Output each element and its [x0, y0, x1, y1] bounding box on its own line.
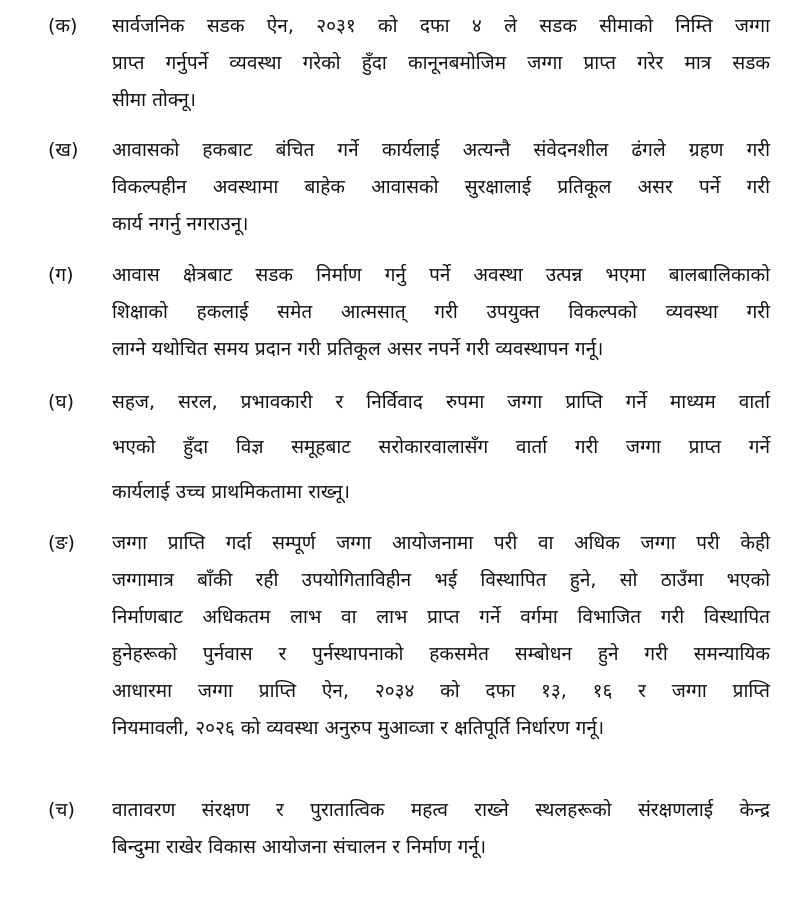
clause-marker: (ख): [48, 139, 79, 161]
text-line: प्राप्त गर्नुपर्ने व्यवस्था गरेको हुँदा कानूनबमोजिम जग्गा प्राप्त गरेर मात्र सडक: [112, 52, 770, 74]
text-line: सीमा तोक्नू।: [112, 89, 196, 111]
text-line: वातावरण संरक्षण र पुरातात्विक महत्व राख्ने स्थलहरूको संरक्षणलाई केन्द्र: [112, 799, 770, 821]
clause-text: [112, 380, 770, 515]
text-line: कार्य नगर्नु नगराउनू।: [112, 213, 249, 235]
text-line: सार्वजनिक सडक ऐन, २०३१ को दफा ४ ले सडक सीमाको निम्ति जग्गा: [112, 15, 770, 37]
text-line: आवासको हकबाट बंचित गर्ने कार्यलाई अत्यन्तै संवेदनशील ढंगले ग्रहण गरी: [112, 139, 770, 161]
text-line: जग्गामात्र बाँकी रही उपयोगिताविहीन भई विस्थापित हुने, सो ठाउँमा भएको: [112, 569, 770, 591]
clause-text: [112, 792, 770, 866]
text-line: आधारमा जग्गा प्राप्ति ऐन, २०३४ को दफा १३, १६ र जग्गा प्राप्ति: [112, 680, 770, 702]
text-line: बिन्दुमा राखेर विकास आयोजना संचालन र निर्माण गर्नू।: [112, 836, 487, 858]
clause-marker: (ग): [48, 264, 74, 286]
text-line: भएको हुँदा विज्ञ समूहबाट सरोकारवालासँग वार्ता गरी जग्गा प्राप्त गर्ने: [112, 436, 770, 458]
text-line: विकल्पहीन अवस्थामा बाहेक आवासको सुरक्षालाई प्रतिकूल असर पर्ने गरी: [112, 176, 770, 198]
clause-text: [112, 132, 770, 243]
text-line: निर्माणबाट अधिकतम लाभ वा लाभ प्राप्त गर्ने वर्गमा विभाजित गरी विस्थापित: [112, 606, 770, 628]
clause-text: [112, 525, 770, 747]
clause-text: [112, 257, 770, 368]
text-line: हुनेहरूको पुर्नवास र पुर्नस्थापनाको हकसमेत सम्बोधन हुने गरी समन्यायिक: [112, 643, 770, 665]
text-line: लाग्ने यथोचित समय प्रदान गरी प्रतिकूल असर नपर्ने गरी व्यवस्थापन गर्नू।: [112, 338, 604, 360]
clause-marker: (ङ): [48, 532, 75, 554]
text-line: सहज, सरल, प्रभावकारी र निर्विवाद रुपमा जग्गा प्राप्ति गर्ने माध्यम वार्ता: [112, 391, 770, 413]
text-line: जग्गा प्राप्ति गर्दा सम्पूर्ण जग्गा आयोजनामा परी वा अधिक जग्गा परी केही: [112, 532, 770, 554]
text-line: नियमावली, २०२६ को व्यवस्था अनुरुप मुआव्जा र क्षतिपूर्ति निर्धारण गर्नू।: [112, 717, 605, 739]
clause-text: [112, 8, 770, 119]
clause-marker: (क): [48, 15, 78, 37]
text-line: कार्यलाई उच्च प्राथमिकतामा राख्नू।: [112, 481, 350, 503]
clause-marker: (च): [48, 799, 75, 821]
text-line: शिक्षाको हकलाई समेत आत्मसात् गरी उपयुक्त विकल्पको व्यवस्था गरी: [112, 301, 770, 323]
clause-marker: (घ): [48, 391, 75, 413]
text-line: आवास क्षेत्रबाट सडक निर्माण गर्नु पर्ने अवस्था उत्पन्न भएमा बालबालिकाको: [112, 264, 770, 286]
